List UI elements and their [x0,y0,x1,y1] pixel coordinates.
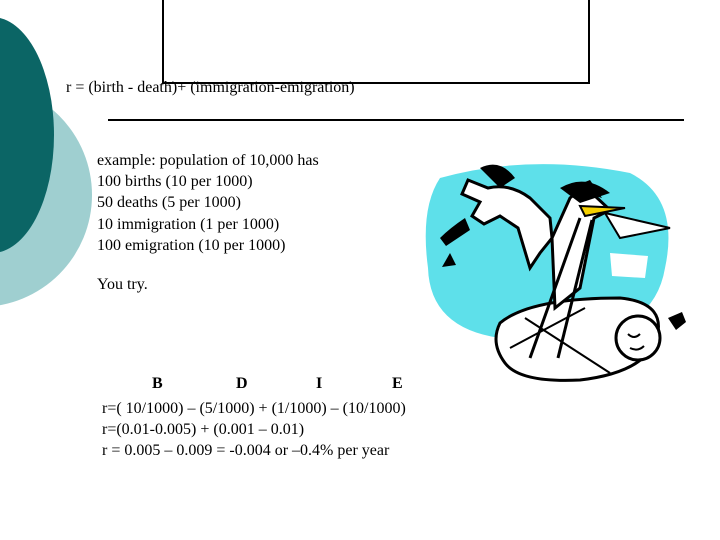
growth-rate-formula: r = (birth - death)+ (immigration-emigration) [66,79,355,96]
letter-i: I [316,375,323,392]
letter-d: D [236,375,248,392]
example-line: example: population of 10,000 has [97,152,319,169]
calculation-line: r = 0.005 – 0.009 = -0.004 or –0.4% per year [102,442,390,460]
example-line: 100 births (10 per 1000) [97,173,253,191]
example-line: 10 immigration (1 per 1000) [97,215,280,233]
calculation-block [102,398,406,462]
stork-baby-icon [380,158,695,388]
horizontal-divider [108,119,684,121]
example-text-block [97,150,319,256]
calculation-line: r=(0.01-0.005) + (0.001 – 0.01) [102,421,305,439]
title-placeholder-box [162,0,590,84]
letter-b: B [152,375,163,392]
calculation-line: r=( 10/1000) – (5/1000) + (1/1000) – (10/1000) [102,400,406,417]
example-line: 100 emigration (10 per 1000) [97,236,286,254]
letter-e: E [392,375,403,392]
you-try-prompt: You try. [97,276,148,293]
example-line: 50 deaths (5 per 1000) [97,194,241,212]
